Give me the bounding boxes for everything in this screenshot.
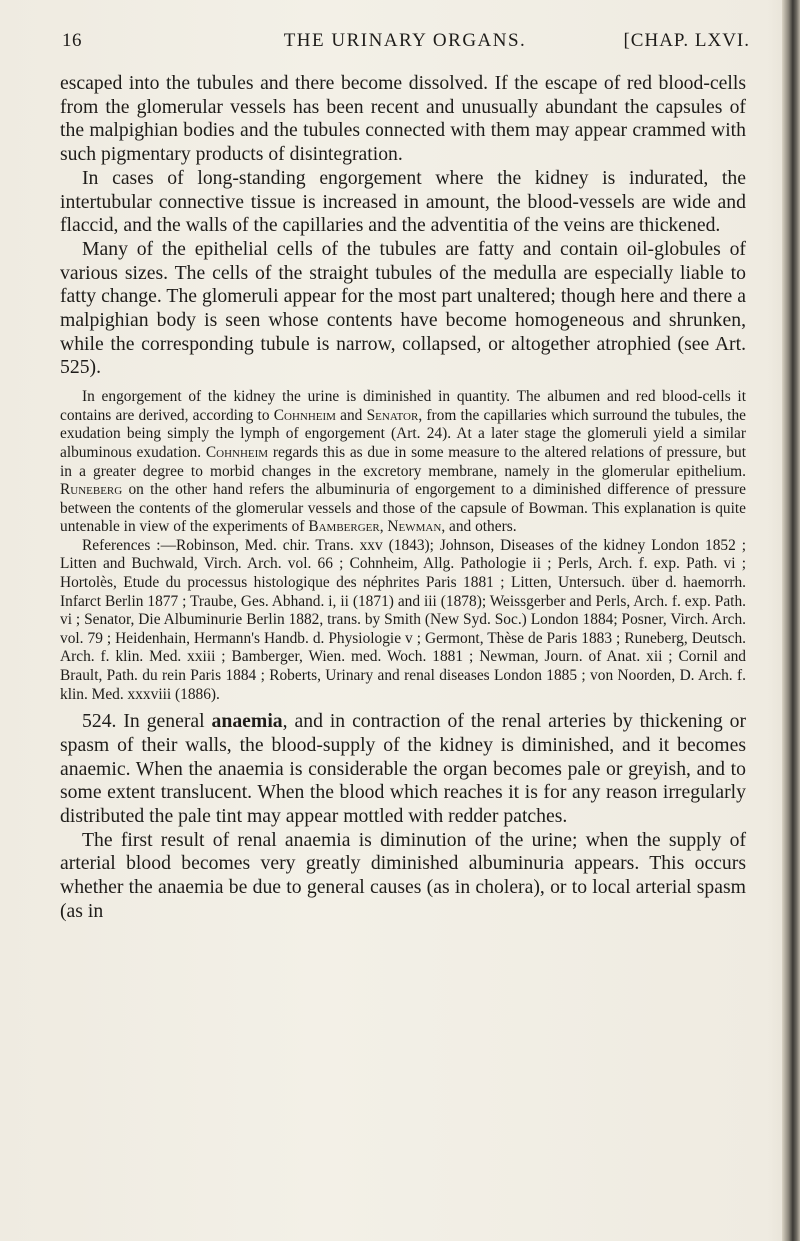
paragraph-engorgement: In cases of long-standing engorgement where the kidney is indurated, the intertubular connective tissue is increased in amount, the blood-vessels are wide and flaccid, and the walls of the capillaries and the adventitia of the veins are thickened. xyxy=(60,166,746,237)
running-title: THE URINARY ORGANS. xyxy=(283,30,527,51)
article-number: 524. xyxy=(82,710,117,733)
paragraph-renal-anaemia: The first result of renal anaemia is diminution of the urine; when the supply of arterial blood becomes very greatly diminished albuminuria appears. This occurs whether the anaemia be due to general causes (as in cholera), or to local arterial spasm (as in xyxy=(60,828,746,922)
chapter-label: [CHAP. LXVI. xyxy=(623,30,750,51)
note-paragraph-urine: In engorgement of the kidney the urine is diminished in quantity. The albumen and red blood-cells it contains are derived, according to Cohnheim and Senator, from the capillaries which surround the tubules, the exudation being simply the lymph of engorgement (Art. 24). At a later stage the glomeruli yield a similar albuminous exudation. Cohnheim regards this as due in some measure to the altered relations of pressure, but in a greater degree to morbid changes in the excretory membrane, namely in the glomerular epithelium. Runeberg on the other hand refers the albuminuria of engorgement to a diminished difference of pressure between the contents of the glomerular vessels and those of the capsule of Bowman. This explanation is quite untenable in view of the experiments of Bamberger, Newman, and others. xyxy=(60,388,747,536)
page-number: 16 xyxy=(62,30,82,51)
paragraph-524: 524. In general anaemia, and in contraction of the renal arteries by thickening or spasm of their walls, the blood-supply of the kidney is diminished, and it becomes anaemic. When the anaemia is considerable the organ becomes pale or greyish, and to some extent translucent. When the blood which reaches it is for any reason irregularly distributed the pale tint may appear mottled with redder patches. xyxy=(60,710,746,828)
paragraph-continued: escaped into the tubules and there become dissolved. If the escape of red blood-cells from the glomerular vessels has been recent and unusually abundant the capsules of the malpighian bodies and the tubules connected with them may appear crammed with such pigmentary products of disintegration. xyxy=(60,72,746,166)
body-text xyxy=(60,72,746,924)
term-anaemia: anaemia xyxy=(211,710,283,733)
running-header xyxy=(60,30,750,56)
references-paragraph: References :—Robinson, Med. chir. Trans. xxv (1843); Johnson, Diseases of the kidney London 1852 ; Litten and Buchwald, Virch. Arch. vol. 66 ; Cohnheim, Allg. Pathologie ii ; Perls, Arch. f. exp. Path. vi ; Hortolès, Etude du processus histologique des néphrites Paris 1881 ; Litten, Untersuch. über d. haemorrh. Infarct Berlin 1877 ; Traube, Ges. Abhand. i, ii (1871) and iii (1878); Weissgerber and Perls, Arch. f. exp. Path. vi ; Senator, Die Albuminurie Berlin 1882, trans. by Smith (New Syd. Soc.) London 1884; Posner, Virch. Arch. vol. 79 ; Heidenhain, Hermann's Handb. d. Physiologie v ; Germont, Thèse de Paris 1883 ; Runeberg, Deutsch. Arch. f. klin. Med. xxiii ; Bamberger, Wien. med. Woch. 1881 ; Newman, Journ. of Anat. xii ; Cornil and Brault, Path. du rein Paris 1884 ; Roberts, Urinary and renal diseases London 1885 ; von Noorden, D. Arch. f. klin. Med. xxxviii (1886). xyxy=(60,536,746,703)
paragraph-epithelial: Many of the epithelial cells of the tubules are fatty and contain oil-globules of various sizes. The cells of the straight tubules of the medulla are especially liable to fatty change. The glomeruli appear for the most part unaltered; though here and there a malpighian body is seen whose contents have become homogeneous and shrunken, while the corresponding tubule is narrow, collapsed, or altogether atrophied (see Art. 525). xyxy=(60,237,746,379)
page-edge-shadow xyxy=(782,0,800,1241)
